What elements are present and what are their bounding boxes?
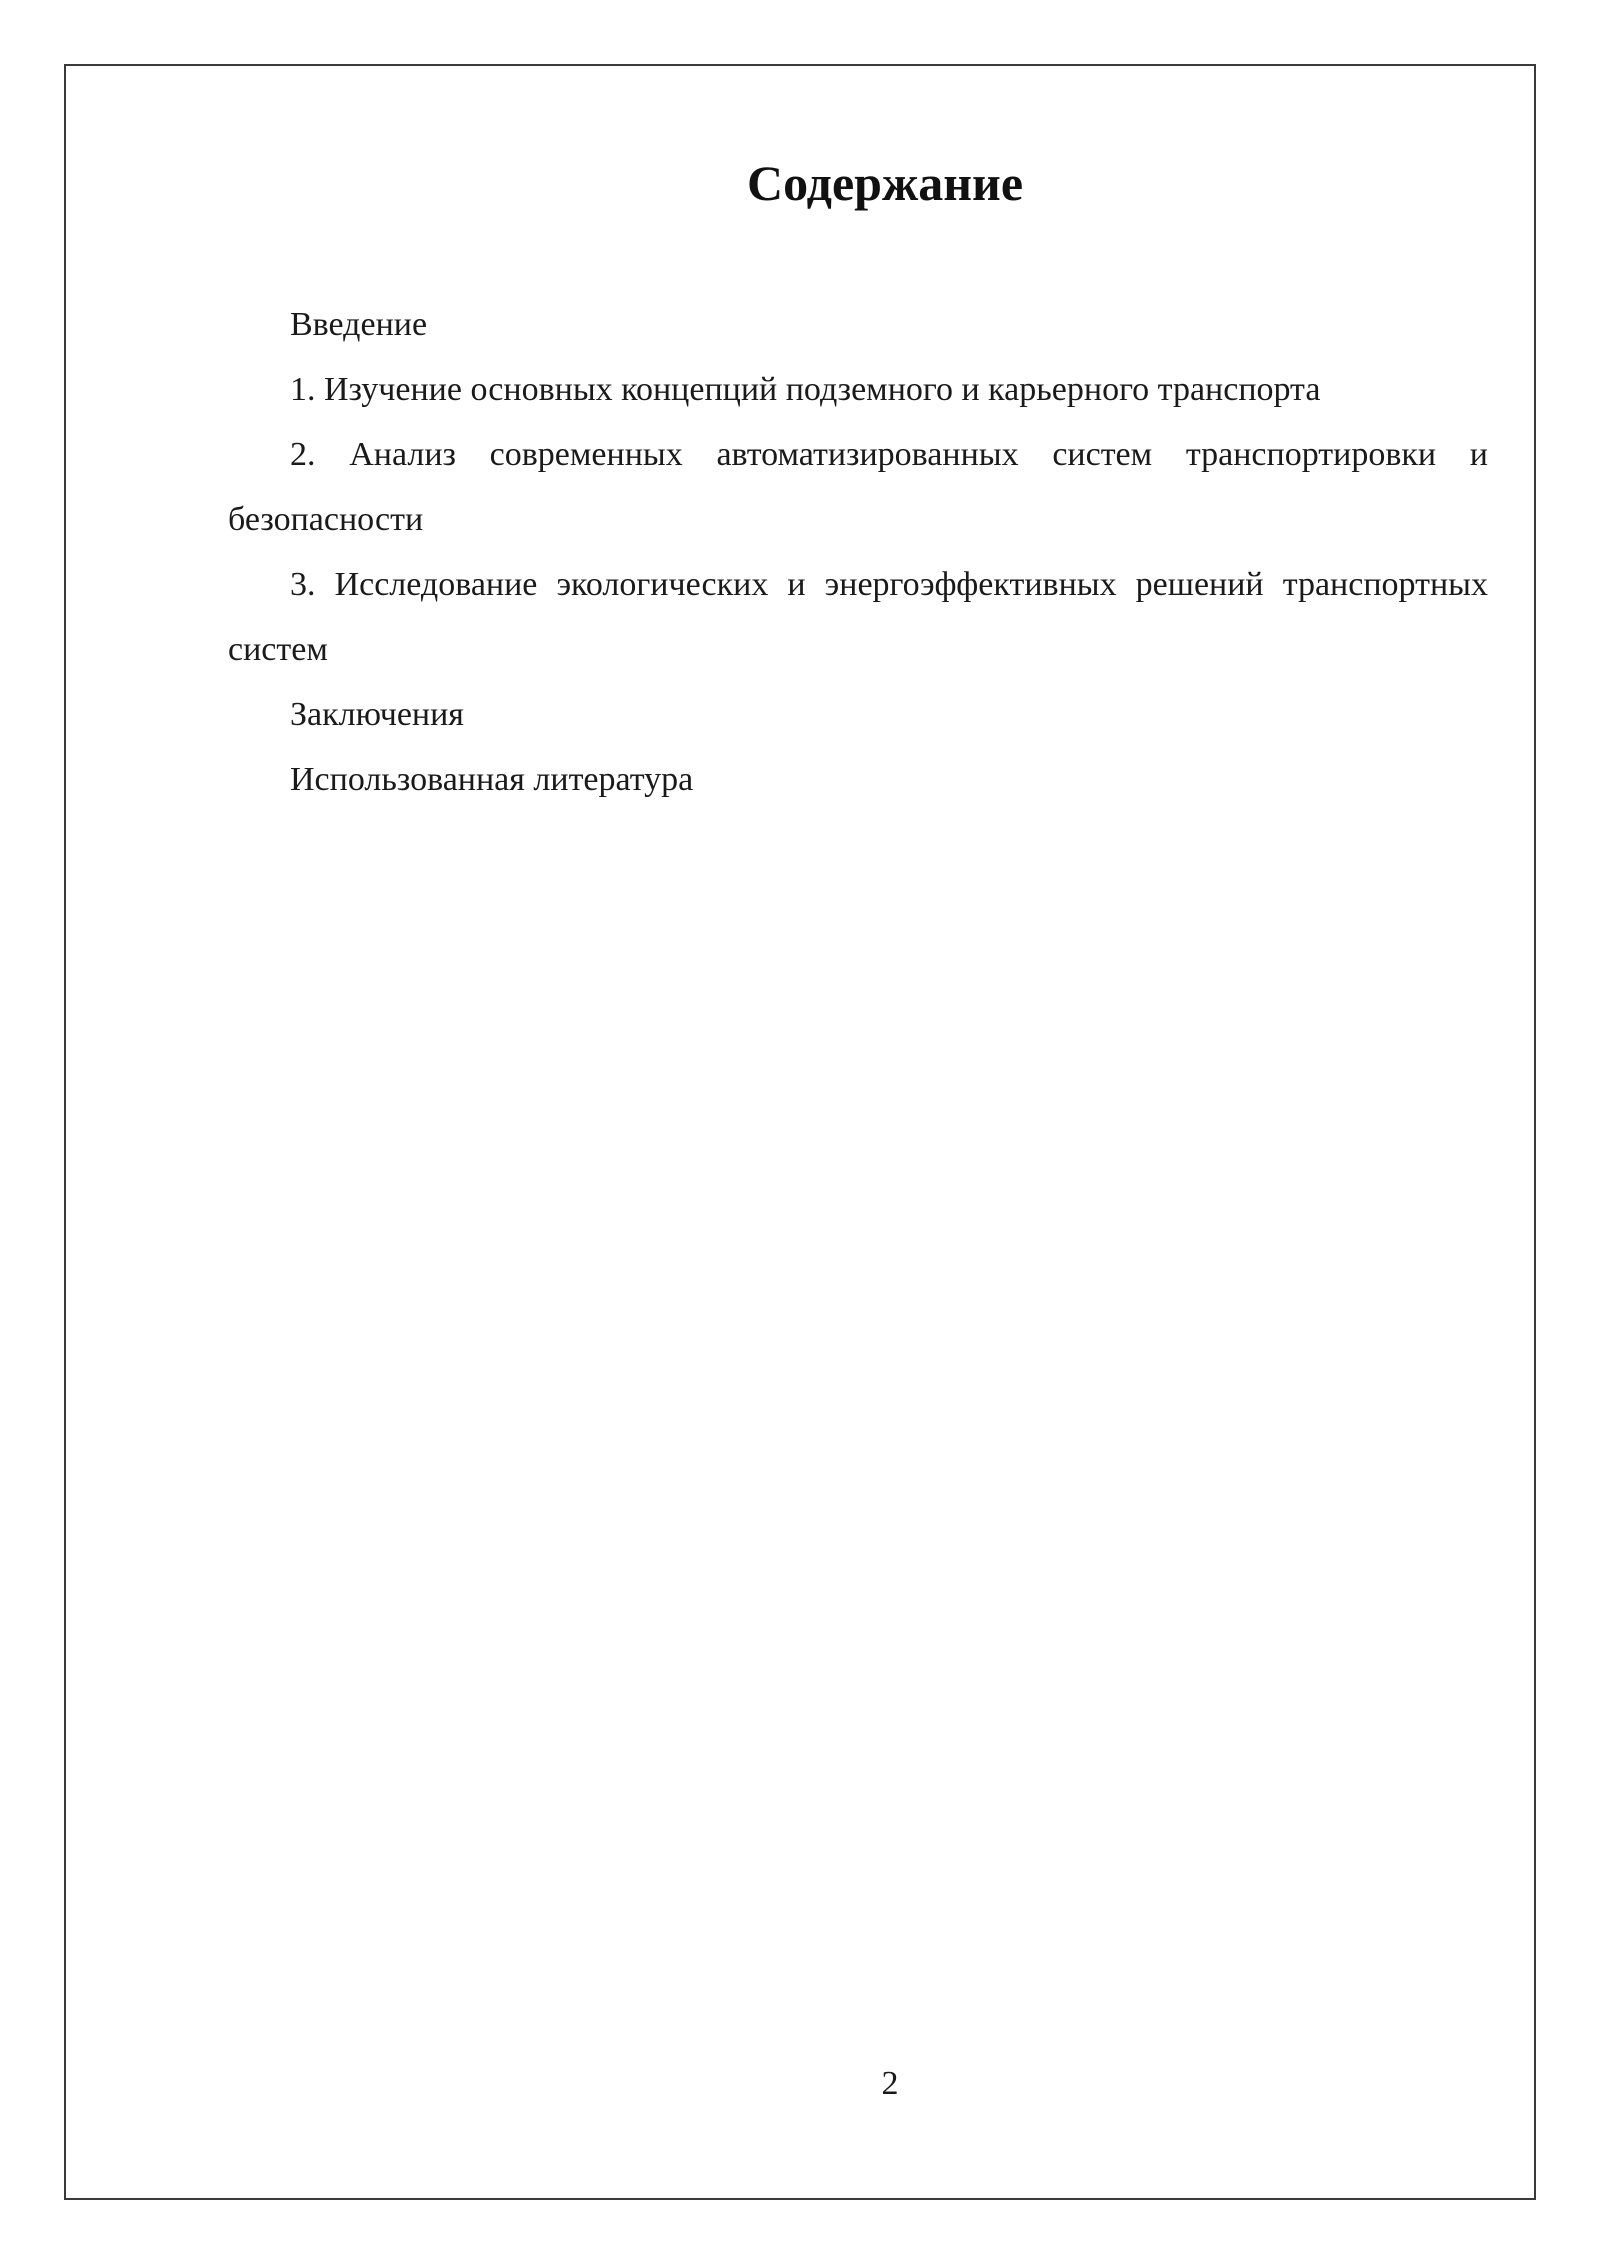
page-number: 2 <box>881 2065 899 2102</box>
toc-entry-introduction: Введение <box>290 306 428 343</box>
toc-entry-references: Использованная литература <box>290 761 694 798</box>
toc-entry-conclusion: Заключения <box>290 696 464 733</box>
toc-entry-chapter-3: 3. Исследование экологических и энергоэффективных решений транспортных систем <box>228 566 1488 668</box>
toc-entry-chapter-2: 2. Анализ современных автоматизированных систем транспортировки и безопасности <box>228 436 1488 538</box>
page-title: Содержание <box>746 155 1024 211</box>
table-of-contents <box>228 292 1488 812</box>
toc-entry-chapter-1: 1. Изучение основных концепций подземного и карьерного транспорта <box>290 371 1321 408</box>
